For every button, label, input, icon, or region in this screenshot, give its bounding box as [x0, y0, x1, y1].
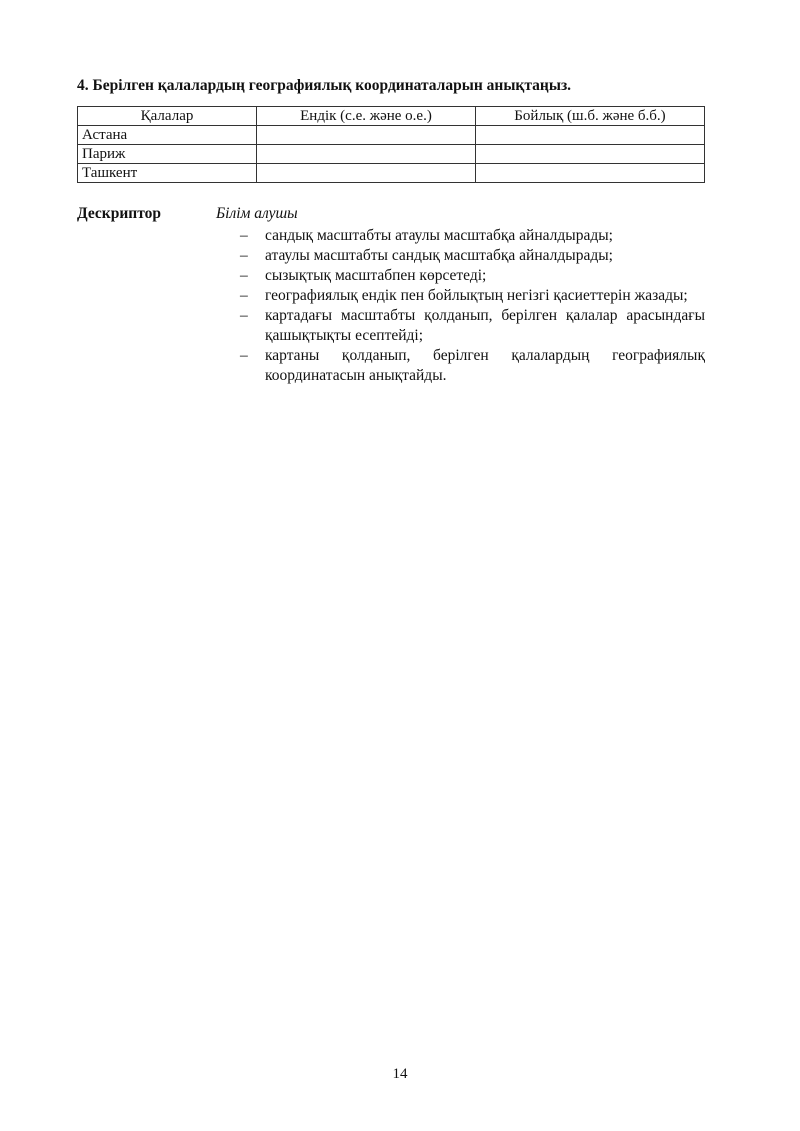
longitude-cell[interactable]	[476, 145, 705, 164]
dash-bullet: –	[240, 307, 248, 324]
list-item-text: сызықтық масштабпен көрсетеді;	[265, 267, 487, 284]
city-cell: Париж	[78, 145, 257, 164]
table-row	[78, 145, 705, 164]
longitude-cell[interactable]	[476, 164, 705, 183]
dash-bullet: –	[240, 227, 248, 244]
task-title: 4. Берілген қалалардың географиялық координаталарын анықтаңыз.	[77, 77, 572, 94]
list-item	[232, 286, 705, 306]
table-row	[78, 126, 705, 145]
list-item	[232, 346, 705, 386]
header-cities: Қалалар	[78, 107, 257, 126]
header-latitude: Ендік (с.е. және о.е.)	[257, 107, 476, 126]
city-cell: Ташкент	[78, 164, 257, 183]
latitude-cell[interactable]	[257, 164, 476, 183]
descriptor-list	[232, 226, 705, 386]
table-row	[78, 164, 705, 183]
list-item-text: картадағы масштабты қолданып, берілген қалалар арасындағы қашықтықты есептейді;	[265, 307, 705, 344]
dash-bullet: –	[240, 267, 248, 284]
list-item-text: картаны қолданып, берілген қалалардың географиялық координатасын анықтайды.	[265, 347, 705, 384]
descriptor-label: Дескриптор	[77, 205, 161, 222]
latitude-cell[interactable]	[257, 126, 476, 145]
table-header-row	[78, 107, 705, 126]
dash-bullet: –	[240, 247, 248, 264]
dash-bullet: –	[240, 287, 248, 304]
dash-bullet: –	[240, 347, 248, 364]
list-item	[232, 306, 705, 346]
coordinates-table	[77, 106, 705, 183]
list-item	[232, 266, 705, 286]
longitude-cell[interactable]	[476, 126, 705, 145]
latitude-cell[interactable]	[257, 145, 476, 164]
list-item	[232, 226, 705, 246]
list-item-text: географиялық ендік пен бойлықтың негізгі қасиеттерін жазады;	[265, 287, 688, 304]
list-item	[232, 246, 705, 266]
descriptor-subject: Білім алушы	[216, 205, 298, 222]
page-number: 14	[392, 1066, 408, 1082]
list-item-text: сандық масштабты атаулы масштабқа айналдырады;	[265, 227, 613, 244]
list-item-text: атаулы масштабты сандық масштабқа айналдырады;	[265, 247, 613, 264]
header-longitude: Бойлық (ш.б. және б.б.)	[476, 107, 705, 126]
city-cell: Астана	[78, 126, 257, 145]
